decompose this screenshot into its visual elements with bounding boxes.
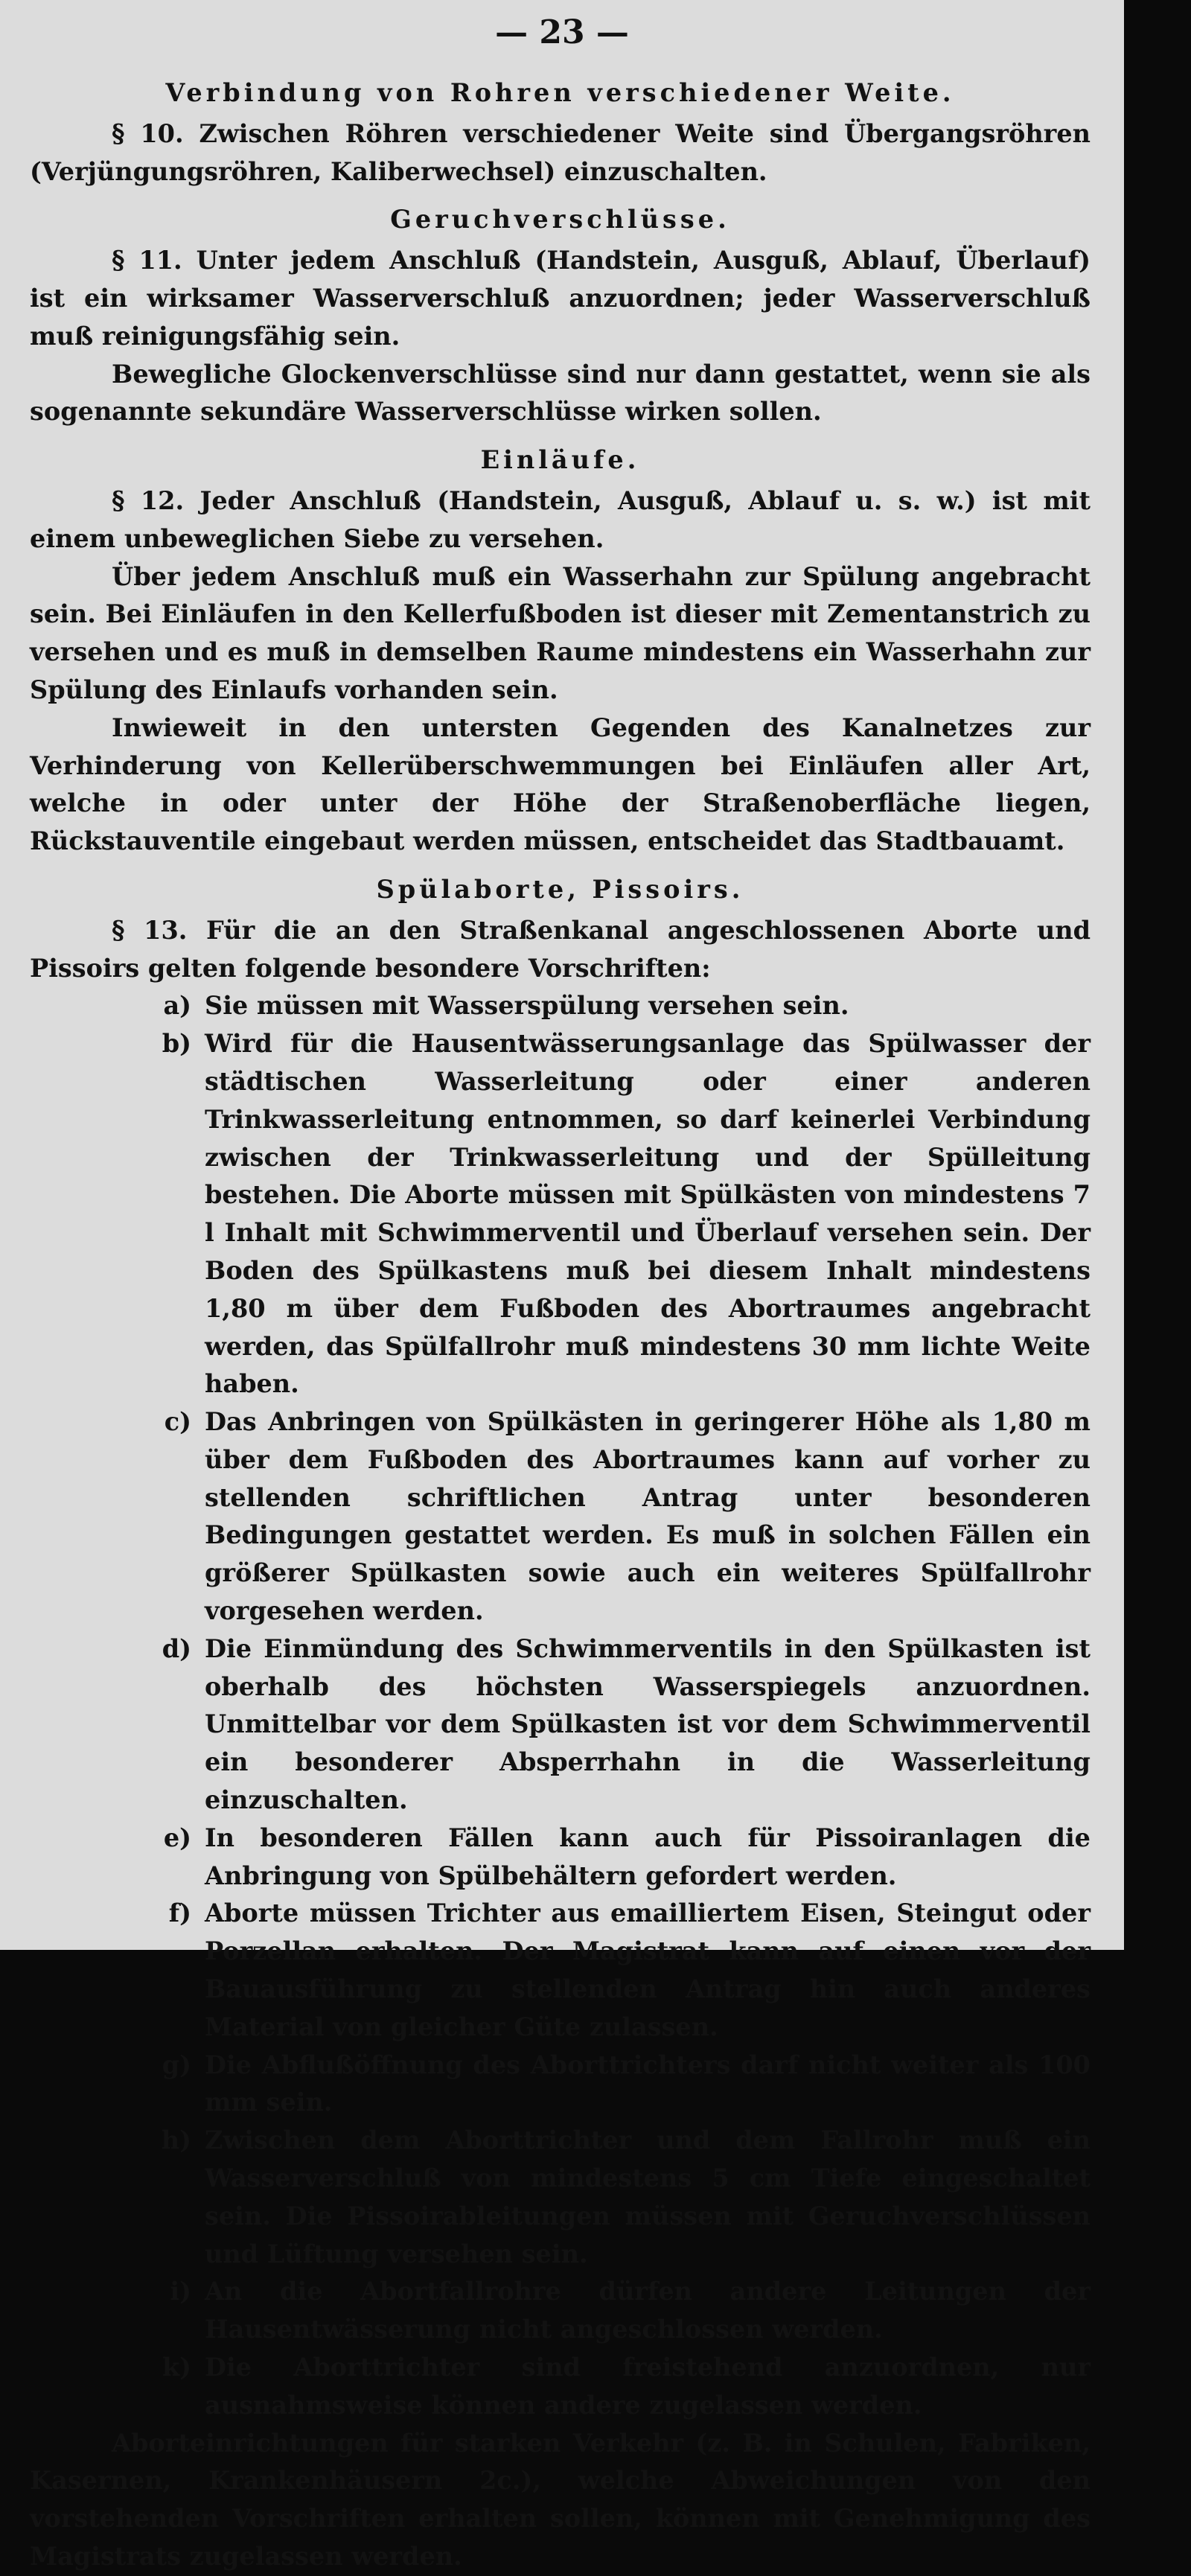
- section-heading: Einläufe.: [480, 445, 640, 475]
- list-item: [30, 1895, 1091, 2046]
- list-item-label: h): [161, 2126, 191, 2155]
- paragraph: Inwieweit in den untersten Gegenden des Kanalnetzes zur Verhinderung von Kellerüberschwemmungen bei Einläufen aller Art, welche in oder unter der Höhe der Straßenoberfläche liegen, Rückstauventile eingebaut werden müssen, entscheidet das Stadtbauamt.: [30, 712, 1091, 856]
- list-item-label: g): [162, 2050, 191, 2079]
- list-item-text: In besonderen Fällen kann auch für Pissoiranlagen die Anbringung von Spülbehältern gefordert werden.: [205, 1823, 1091, 1890]
- list-item: [30, 2349, 1091, 2425]
- list-item: [30, 1630, 1091, 1820]
- section-heading: Geruchverschlüsse.: [390, 205, 730, 235]
- list-item: [30, 2047, 1091, 2123]
- list-item-text: Die Abflußöffnung des Aborttrichters darf nicht weiter als 100 mm sein.: [205, 2050, 1091, 2117]
- list-item: [30, 2122, 1091, 2273]
- list-item-text: Das Anbringen von Spülkästen in geringerer Höhe als 1,80 m über dem Fußboden des Abortraumes kann auf vorher zu stellenden schriftlichen Antrag unter besonderen Bedingungen gestattet werden. Es muß in solchen Fällen ein größerer Spülkasten sowie auch ein weiteres Spülfallrohr vorgesehen werden.: [205, 1407, 1091, 1626]
- list-item: [30, 987, 1091, 1025]
- list-item-label: b): [162, 1029, 191, 1059]
- list-item-text: Die Einmündung des Schwimmerventils in den Spülkasten ist oberhalb des höchsten Wasserspiegels anzuordnen. Unmittelbar vor dem Spülkasten ist vor dem Schwimmerventil ein besonderer Absperrhahn in die Wasserleitung einzuschalten.: [205, 1633, 1091, 1815]
- list-item-label: a): [163, 991, 191, 1021]
- list-item-label: k): [162, 2353, 191, 2382]
- list-item-text: An die Abortfallrohre dürfen andere Leitungen der Hausentwässerung nicht angeschlossen werden.: [205, 2277, 1091, 2344]
- list-item-label: c): [164, 1407, 191, 1437]
- list-item: [30, 1403, 1091, 1630]
- list-item: [30, 1025, 1091, 1403]
- list-item: [30, 2273, 1091, 2349]
- list-item-text: Zwischen dem Aborttrichter und dem Fallrohr muß ein Wasserverschluß von mindestens 5 cm Tiefe eingeschaltet sein. Die Pissoirableitungen müssen mit Geruchverschlüssen und Lüftung versehen sein.: [205, 2126, 1091, 2269]
- paragraph: § 12. Jeder Anschluß (Handstein, Ausguß, Ablauf u. s. w.) ist mit einem unbeweglichen Siebe zu versehen.: [30, 485, 1091, 553]
- paragraph: Über jedem Anschluß muß ein Wasserhahn zur Spülung angebracht sein. Bei Einläufen in den Kellerfußboden ist dieser mit Zementanstrich zu versehen und es muß in demselben Raume mindestens ein Wasserhahn zur Spülung des Einlaufs vorhanden sein.: [30, 561, 1091, 704]
- section-heading: Spülaborte, Pissoirs.: [376, 874, 744, 904]
- paragraph: § 13. Für die an den Straßenkanal angeschlossenen Aborte und Pissoirs gelten folgende besondere Vorschriften:: [30, 915, 1091, 983]
- regulation-list: [30, 987, 1091, 2424]
- section-heading: Verbindung von Rohren verschiedener Weite.: [165, 78, 955, 107]
- paragraph: § 11. Unter jedem Anschluß (Handstein, Ausguß, Ablauf, Überlauf) ist ein wirksamer Wasserverschluß anzuordnen; jeder Wasserverschluß muß reinigungsfähig sein.: [30, 246, 1091, 351]
- list-item-text: Sie müssen mit Wasserspülung versehen sein.: [205, 991, 849, 1021]
- page-number: — 23 —: [495, 13, 629, 51]
- paragraph: § 10. Zwischen Röhren verschiedener Weite sind Übergangsröhren (Verjüngungsröhren, Kaliberwechsel) einzuschalten.: [30, 118, 1091, 186]
- list-item-label: f): [168, 1898, 191, 1928]
- list-item-text: Aborte müssen Trichter aus emailliertem Eisen, Steingut oder Porzellan erhalten. Der Magistrat kann auf einen vor der Bauausführung zu stellenden Antrag hin auch anderes Material von gleicher Güte zulassen.: [205, 1898, 1091, 2041]
- list-item-text: Wird für die Hausentwässerungsanlage das Spülwasser der städtischen Wasserleitung oder einer anderen Trinkwasserleitung entnommen, so darf keinerlei Verbindung zwischen der Trinkwasserleitung und der Spülleitung bestehen. Die Aborte müssen mit Spülkästen von mindestens 7 l Inhalt mit Schwimmerventil und Überlauf versehen sein. Der Boden des Spülkastens muß bei diesem Inhalt mindestens 1,80 m über dem Fußboden des Abortraumes angebracht werden, das Spülfallrohr muß mindestens 30 mm lichte Weite haben.: [205, 1029, 1091, 1399]
- list-item-label: e): [163, 1823, 191, 1852]
- list-item: [30, 1820, 1091, 1896]
- document-body: [30, 74, 1091, 2576]
- list-item-label: d): [162, 1633, 191, 1663]
- list-item-label: i): [170, 2277, 191, 2306]
- paragraph: Bewegliche Glockenverschlüsse sind nur dann gestattet, wenn sie als sogenannte sekundäre Wasserverschlüsse wirken sollen.: [30, 359, 1091, 427]
- closing-paragraph: Aborteinrichtungen für starken Verkehr (z. B. in Schulen, Fabriken, Kasernen, Krankenhäusern 2c.), welche Abweichungen von den vorstehenden Vorschriften erhalten sollen, können mit Genehmigung des Magistrats zugelassen werden.: [30, 2428, 1091, 2571]
- list-item-text: Die Aborttrichter sind freistehend anzuordnen, nur ausnahmsweise können andere zugelassen werden.: [205, 2353, 1091, 2420]
